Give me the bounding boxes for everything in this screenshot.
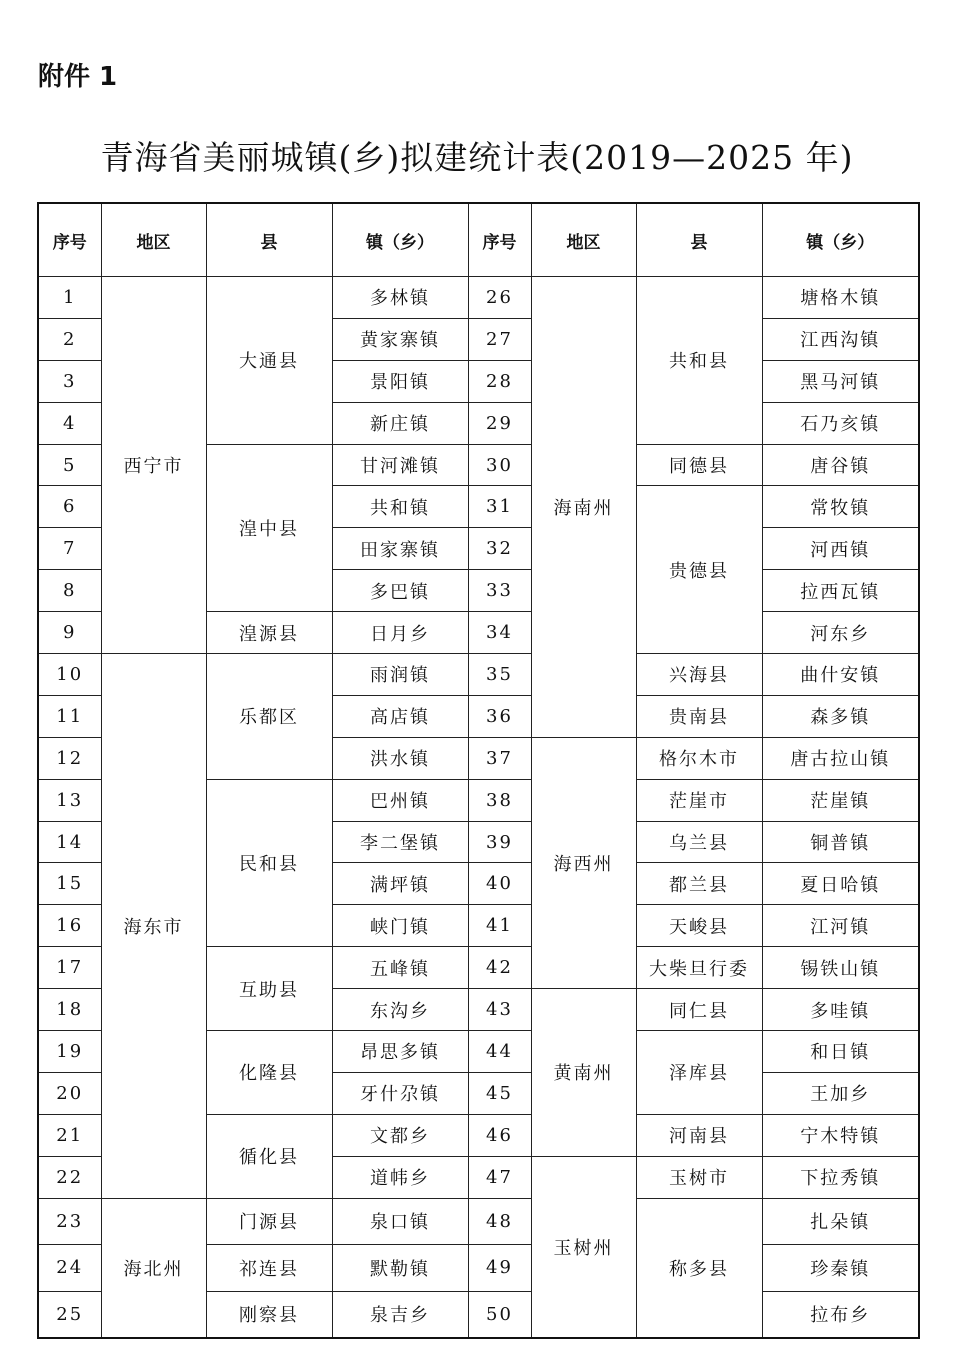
town-cell: 文都乡 <box>332 1114 468 1156</box>
county-cell: 贵南县 <box>636 695 762 737</box>
serial-number: 47 <box>468 1156 531 1198</box>
serial-number: 50 <box>468 1291 531 1338</box>
serial-number: 2 <box>38 318 101 360</box>
serial-number: 30 <box>468 444 531 486</box>
county-cell: 共和县 <box>636 277 762 445</box>
town-cell: 新庄镇 <box>332 402 468 444</box>
town-cell: 拉布乡 <box>762 1291 919 1338</box>
serial-number: 12 <box>38 737 101 779</box>
town-cell: 和日镇 <box>762 1031 919 1073</box>
town-cell: 泉吉乡 <box>332 1291 468 1338</box>
town-cell: 锡铁山镇 <box>762 947 919 989</box>
serial-number: 31 <box>468 486 531 528</box>
serial-number: 29 <box>468 402 531 444</box>
town-cell: 默勒镇 <box>332 1245 468 1292</box>
serial-number: 19 <box>38 1031 101 1073</box>
serial-number: 28 <box>468 360 531 402</box>
serial-number: 25 <box>38 1291 101 1338</box>
serial-number: 18 <box>38 989 101 1031</box>
attachment-label: 附件 1 <box>38 62 118 92</box>
town-cell: 黄家寨镇 <box>332 318 468 360</box>
county-cell: 民和县 <box>206 779 332 947</box>
county-cell: 乐都区 <box>206 654 332 780</box>
county-cell: 化隆县 <box>206 1031 332 1115</box>
town-cell: 河东乡 <box>762 612 919 654</box>
header-cell: 县 <box>206 203 332 277</box>
town-cell: 昂思多镇 <box>332 1031 468 1073</box>
serial-number: 7 <box>38 528 101 570</box>
serial-number: 14 <box>38 821 101 863</box>
town-cell: 扎朵镇 <box>762 1198 919 1245</box>
town-cell: 江西沟镇 <box>762 318 919 360</box>
serial-number: 32 <box>468 528 531 570</box>
serial-number: 37 <box>468 737 531 779</box>
town-cell: 雨润镇 <box>332 654 468 696</box>
serial-number: 9 <box>38 612 101 654</box>
county-cell: 泽库县 <box>636 1031 762 1115</box>
header-cell: 县 <box>636 203 762 277</box>
serial-number: 41 <box>468 905 531 947</box>
serial-number: 40 <box>468 863 531 905</box>
serial-number: 23 <box>38 1198 101 1245</box>
county-cell: 都兰县 <box>636 863 762 905</box>
town-cell: 洪水镇 <box>332 737 468 779</box>
town-cell: 峡门镇 <box>332 905 468 947</box>
town-cell: 石乃亥镇 <box>762 402 919 444</box>
header-cell: 序号 <box>38 203 101 277</box>
header-cell: 序号 <box>468 203 531 277</box>
county-cell: 茫崖市 <box>636 779 762 821</box>
town-cell: 共和镇 <box>332 486 468 528</box>
town-cell: 巴州镇 <box>332 779 468 821</box>
town-cell: 拉西瓦镇 <box>762 570 919 612</box>
town-cell: 夏日哈镇 <box>762 863 919 905</box>
serial-number: 8 <box>38 570 101 612</box>
town-cell: 宁木特镇 <box>762 1114 919 1156</box>
serial-number: 46 <box>468 1114 531 1156</box>
header-cell: 镇（乡） <box>762 203 919 277</box>
region-cell: 海东市 <box>101 654 206 1199</box>
town-cell: 甘河滩镇 <box>332 444 468 486</box>
county-cell: 祁连县 <box>206 1245 332 1292</box>
table-row <box>38 1198 919 1245</box>
serial-number: 11 <box>38 695 101 737</box>
town-cell: 田家寨镇 <box>332 528 468 570</box>
serial-number: 35 <box>468 654 531 696</box>
serial-number: 26 <box>468 277 531 319</box>
town-cell: 常牧镇 <box>762 486 919 528</box>
town-cell: 黑马河镇 <box>762 360 919 402</box>
county-cell: 玉树市 <box>636 1156 762 1198</box>
region-cell: 海南州 <box>531 277 636 738</box>
town-cell: 五峰镇 <box>332 947 468 989</box>
serial-number: 17 <box>38 947 101 989</box>
serial-number: 24 <box>38 1245 101 1292</box>
county-cell: 格尔木市 <box>636 737 762 779</box>
county-cell: 贵德县 <box>636 486 762 654</box>
town-cell: 森多镇 <box>762 695 919 737</box>
region-cell: 西宁市 <box>101 277 206 654</box>
town-cell: 李二堡镇 <box>332 821 468 863</box>
town-cell: 唐古拉山镇 <box>762 737 919 779</box>
header-cell: 镇（乡） <box>332 203 468 277</box>
county-cell: 互助县 <box>206 947 332 1031</box>
serial-number: 20 <box>38 1072 101 1114</box>
town-cell: 下拉秀镇 <box>762 1156 919 1198</box>
town-cell: 曲什安镇 <box>762 654 919 696</box>
serial-number: 6 <box>38 486 101 528</box>
serial-number: 38 <box>468 779 531 821</box>
serial-number: 22 <box>38 1156 101 1198</box>
town-cell: 东沟乡 <box>332 989 468 1031</box>
county-cell: 河南县 <box>636 1114 762 1156</box>
county-cell: 称多县 <box>636 1198 762 1338</box>
serial-number: 48 <box>468 1198 531 1245</box>
region-cell: 海北州 <box>101 1198 206 1338</box>
town-cell: 泉口镇 <box>332 1198 468 1245</box>
town-cell: 多哇镇 <box>762 989 919 1031</box>
town-cell: 塘格木镇 <box>762 277 919 319</box>
serial-number: 45 <box>468 1072 531 1114</box>
county-cell: 乌兰县 <box>636 821 762 863</box>
town-cell: 高店镇 <box>332 695 468 737</box>
county-cell: 门源县 <box>206 1198 332 1245</box>
serial-number: 33 <box>468 570 531 612</box>
header-cell: 地区 <box>101 203 206 277</box>
page-title: 青海省美丽城镇(乡)拟建统计表(2019—2025 年) <box>100 138 854 177</box>
serial-number: 42 <box>468 947 531 989</box>
county-cell: 同仁县 <box>636 989 762 1031</box>
town-cell: 多巴镇 <box>332 570 468 612</box>
header-cell: 地区 <box>531 203 636 277</box>
serial-number: 16 <box>38 905 101 947</box>
county-cell: 天峻县 <box>636 905 762 947</box>
table-row <box>38 654 919 696</box>
town-cell: 王加乡 <box>762 1072 919 1114</box>
serial-number: 44 <box>468 1031 531 1073</box>
county-cell: 兴海县 <box>636 654 762 696</box>
serial-number: 21 <box>38 1114 101 1156</box>
region-cell: 黄南州 <box>531 989 636 1157</box>
county-cell: 湟中县 <box>206 444 332 612</box>
town-cell: 唐谷镇 <box>762 444 919 486</box>
serial-number: 39 <box>468 821 531 863</box>
town-cell: 满坪镇 <box>332 863 468 905</box>
serial-number: 4 <box>38 402 101 444</box>
serial-number: 5 <box>38 444 101 486</box>
town-cell: 珍秦镇 <box>762 1245 919 1292</box>
serial-number: 10 <box>38 654 101 696</box>
town-cell: 河西镇 <box>762 528 919 570</box>
serial-number: 3 <box>38 360 101 402</box>
region-cell: 海西州 <box>531 737 636 988</box>
serial-number: 34 <box>468 612 531 654</box>
table-body <box>38 277 919 1338</box>
county-cell: 大通县 <box>206 277 332 445</box>
serial-number: 49 <box>468 1245 531 1292</box>
serial-number: 1 <box>38 277 101 319</box>
serial-number: 27 <box>468 318 531 360</box>
county-cell: 同德县 <box>636 444 762 486</box>
serial-number: 43 <box>468 989 531 1031</box>
county-cell: 刚察县 <box>206 1291 332 1338</box>
serial-number: 36 <box>468 695 531 737</box>
serial-number: 15 <box>38 863 101 905</box>
towns-table <box>37 202 920 1339</box>
header-row <box>38 203 919 277</box>
town-cell: 茫崖镇 <box>762 779 919 821</box>
county-cell: 大柴旦行委 <box>636 947 762 989</box>
town-cell: 牙什尕镇 <box>332 1072 468 1114</box>
town-cell: 铜普镇 <box>762 821 919 863</box>
serial-number: 13 <box>38 779 101 821</box>
region-cell: 玉树州 <box>531 1156 636 1337</box>
county-cell: 湟源县 <box>206 612 332 654</box>
table-row <box>38 277 919 319</box>
town-cell: 日月乡 <box>332 612 468 654</box>
town-cell: 多林镇 <box>332 277 468 319</box>
town-cell: 江河镇 <box>762 905 919 947</box>
town-cell: 道帏乡 <box>332 1156 468 1198</box>
town-cell: 景阳镇 <box>332 360 468 402</box>
county-cell: 循化县 <box>206 1114 332 1198</box>
